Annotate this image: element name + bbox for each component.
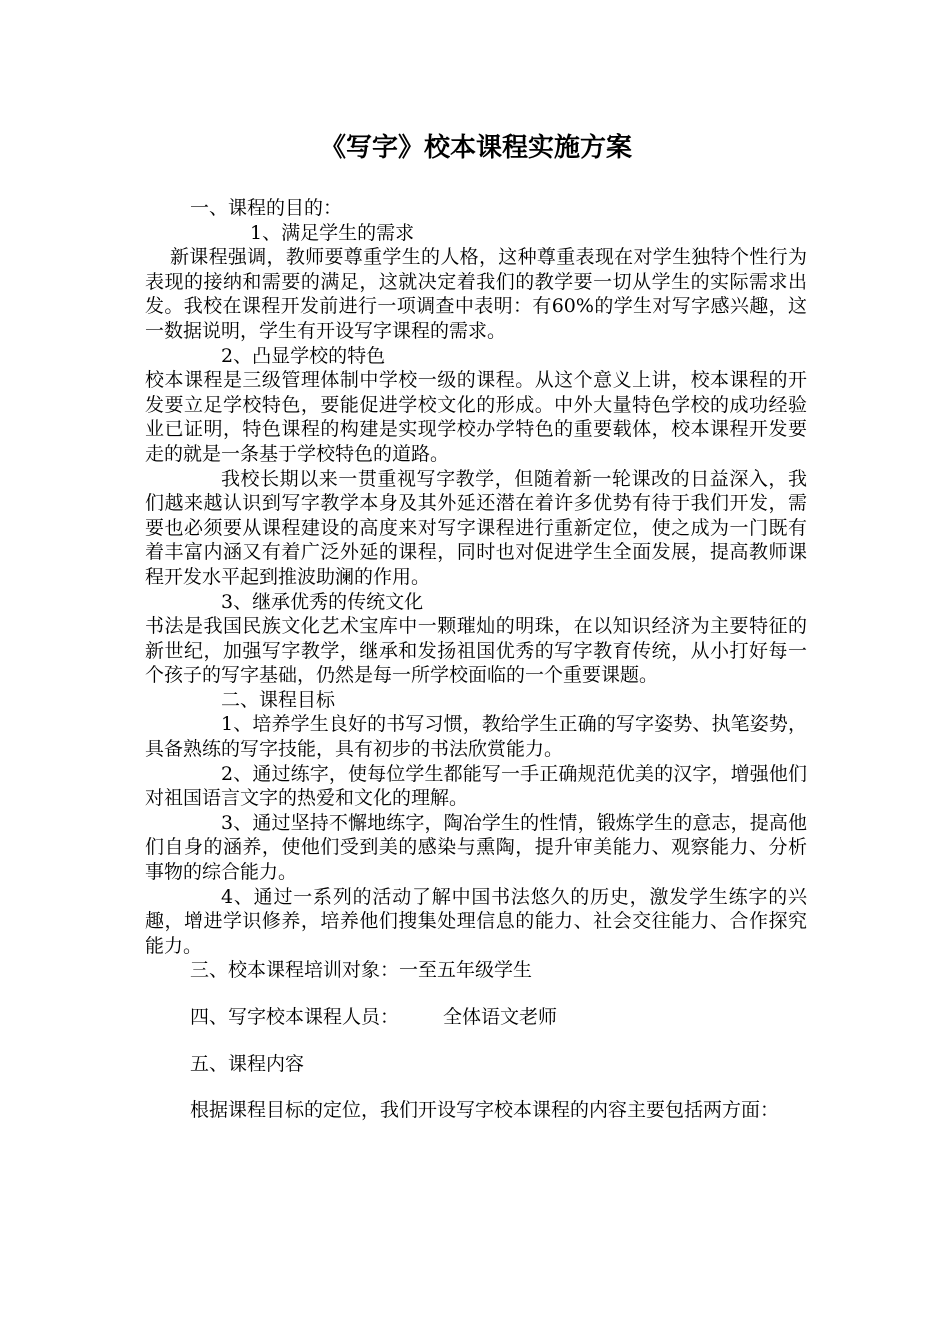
subsection-1-1-heading: 1、满足学生的需求 (250, 221, 415, 244)
section-4-value: 全体语文老师 (443, 1006, 558, 1028)
goal-item: 3、通过坚持不懈地练字，陶冶学生的性情，锻炼学生的意志，提高他们自身的涵养，使他们受到美的感染与熏陶，提升审美能力、观察能力、分析事物的综合能力。 (145, 811, 807, 884)
subsection-1-3-heading: 3、继承优秀的传统文化 (221, 590, 424, 613)
subsection-1-2-heading: 2、凸显学校的特色 (221, 344, 386, 367)
subsection-1-1-paragraph: 新课程强调，教师要尊重学生的人格，这种尊重表现在对学生独特个性行为表现的接纳和需要的满足，这就决定着我们的教学要一切从学生的实际需求出发。我校在课程开发前进行一项调查中表明：有60%的学生对写字感兴趣，这一数据说明，学生有开设写字课程的需求。 (145, 246, 807, 342)
section-5-paragraph: 根据课程目标的定位，我们开设写字校本课程的内容主要包括两方面： (190, 1099, 780, 1122)
subsection-1-3-paragraph: 书法是我国民族文化艺术宝库中一颗璀灿的明珠，在以知识经济为主要特征的新世纪，加强写字教学，继承和发扬祖国优秀的写字教育传统，从小打好每一个孩子的写字基础，仍然是每一所学校面临的一个重要课题。 (145, 615, 807, 687)
section-4-line (145, 1005, 807, 1030)
section-1-heading: 一、课程的目的： (190, 197, 343, 219)
goal-item: 4、通过一系列的活动了解中国书法悠久的历史，激发学生练字的兴趣，增进学识修养，培养他们搜集处理信息的能力、社会交往能力、合作探究能力。 (145, 885, 807, 957)
section-2-heading: 二、课程目标 (221, 688, 336, 711)
subsection-1-2-paragraph-1: 校本课程是三级管理体制中学校一级的课程。从这个意义上讲，校本课程的开发要立足学校特色，要能促进学校文化的形成。中外大量特色学校的成功经验业已证明，特色课程的构建是实现学校办学特色的重要载体，校本课程开发要走的就是一条基于学校特色的道路。 (145, 369, 807, 465)
goal-item: 1、培养学生良好的书写习惯，教给学生正确的写字姿势、执笔姿势，具备熟练的写字技能，具有初步的书法欣赏能力。 (145, 713, 807, 761)
section-5-heading: 五、课程内容 (190, 1052, 305, 1075)
section-3-heading: 三、校本课程培训对象：一至五年级学生 (190, 959, 533, 982)
subsection-1-2-paragraph-2: 我校长期以来一贯重视写字教学，但随着新一轮课改的日益深入，我们越来越认识到写字教学本身及其外延还潜在着许多优势有待于我们开发，需要也必须要从课程建设的高度来对写字课程进行重新定位，使之成为一门既有着丰富内涵又有着广泛外延的课程，同时也对促进学生全面发展，提高教师课程开发水平起到推波助澜的作用。 (145, 467, 807, 588)
goal-item: 2、通过练字，使每位学生都能写一手正确规范优美的汉字，增强他们对祖国语言文字的热爱和文化的理解。 (145, 762, 807, 810)
document-title: 《写字》校本课程实施方案 (319, 133, 632, 163)
section-4-heading: 四、写字校本课程人员： (190, 1006, 400, 1028)
document-body (145, 196, 807, 1123)
